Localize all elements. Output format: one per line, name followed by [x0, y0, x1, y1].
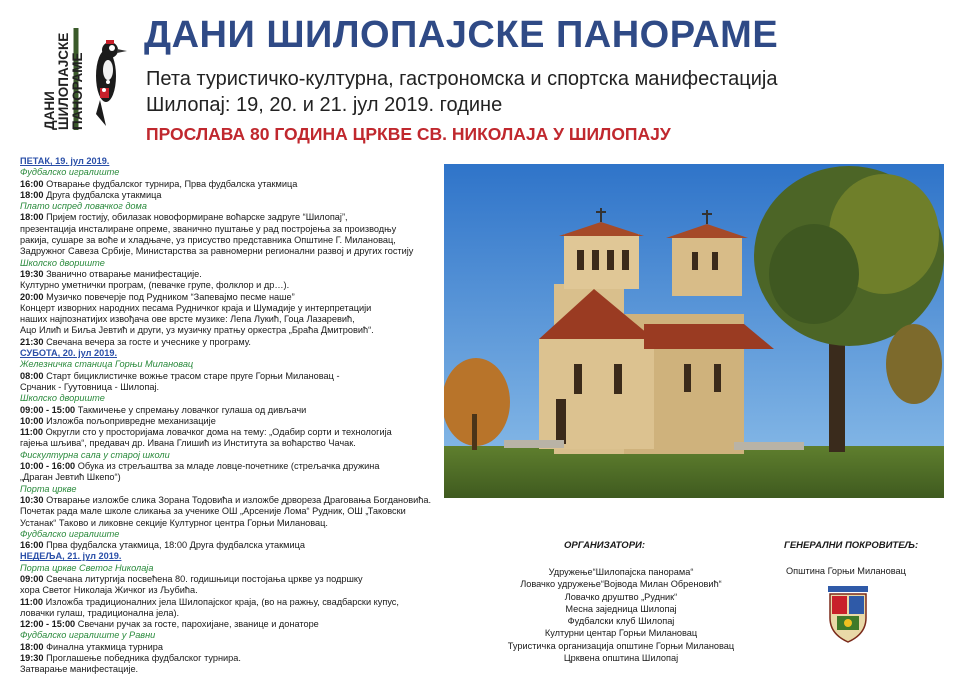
schedule-time: 11:00	[20, 596, 43, 607]
organizer-item: Црквена општина Шилопај	[563, 653, 679, 664]
organizer-item: Удружење“Шилопајска панорама“	[548, 567, 694, 577]
location-heading: Фудбалско игралиште у Равни	[20, 630, 156, 641]
schedule-time: 12:00 - 15:00	[20, 619, 76, 630]
schedule-item	[20, 664, 445, 675]
organizer-item: Културни центар Горњи Милановац	[544, 628, 698, 639]
schedule-text: Обука из стрељаштва за младе ловце-почетнике (стрељачка дружина	[77, 461, 380, 472]
schedule-item	[20, 495, 445, 506]
schedule-text: Друга фудбалска утакмица	[46, 189, 162, 200]
schedule-item	[20, 506, 445, 517]
svg-text:ДАНИ	[42, 91, 57, 130]
schedule-time: 19:30	[20, 653, 44, 664]
schedule-item	[20, 585, 445, 596]
schedule-text: Изложба традиционалних јела Шилопајског краја, (во на ражњу, свадбарски купус,	[45, 596, 399, 607]
schedule-item	[20, 269, 445, 280]
location-heading: Порта цркве Светог Николаја	[20, 562, 154, 573]
schedule-item	[20, 540, 445, 551]
schedule-time: 16:00	[20, 178, 44, 189]
organizer-item: Туристичка организација општине Горњи Милановац	[507, 640, 735, 651]
organizer-item: Месна заједница Шилопај	[565, 603, 677, 614]
schedule-text: презентација инсталиране опреме, званично пуштање у рад постројења за производњу	[20, 223, 397, 234]
location-heading: Железничка станица Горњи Милановац	[20, 359, 194, 370]
schedule-time: 08:00	[20, 370, 44, 381]
schedule-time: 10:00	[20, 415, 44, 426]
schedule-item	[20, 405, 445, 416]
schedule-item	[20, 325, 445, 336]
schedule-text: Отварање изложбе слика Зорана Тодовића и изложбе дрвореза Драговањa Богдановића.	[46, 494, 432, 505]
sponsor-title: ГЕНЕРАЛНИ ПОКРОВИТЕЉ:	[784, 540, 919, 551]
schedule-text: Округли сто у просторијама ловачког дома на тему: „Одабир сорти и технологија	[45, 427, 392, 438]
svg-text:ПАНОРАМЕ: ПАНОРАМЕ	[70, 52, 85, 130]
day-heading: СУБОТА, 20. јул 2019.	[20, 348, 117, 359]
location-heading: Фискултурна сала у старој школи	[20, 449, 170, 460]
svg-text:ШИЛОПАЈСКЕ: ШИЛОПАЈСКЕ	[56, 32, 71, 130]
schedule-text: ловачки гулаш, традиционална јела).	[20, 607, 180, 618]
schedule-time: 16:00	[20, 540, 44, 551]
location-heading: Порта цркве	[20, 483, 77, 494]
schedule-item	[20, 303, 445, 314]
schedule-time: 21:30	[20, 336, 44, 347]
day-heading: НЕДЕЉА, 21. јул 2019.	[20, 551, 122, 562]
schedule-item	[20, 190, 445, 201]
schedule-text: Затварање манифестације.	[20, 664, 139, 675]
organizer-item: Ловачко друштво „Рудник“	[564, 591, 678, 602]
schedule-text: наших најпознатијих извођача ове врсте музике: Лепа Лукић, Гоца Лазаревић,	[20, 314, 355, 325]
schedule-text: Свечана вечера за госте и учеснике у програму.	[46, 336, 251, 347]
schedule-item	[20, 619, 445, 630]
sponsor-name: Општина Горњи Милановац	[786, 566, 906, 576]
subtitle: Пета туристичко-културна, гастрономска и спортска манифестација	[146, 68, 778, 90]
event-dates: Шилопај: 19, 20. и 21. јул 2019. године	[146, 94, 503, 116]
schedule	[20, 156, 445, 676]
schedule-text: Музичко повечерје под Рудником “Запевајмо песме наше”	[46, 291, 295, 302]
schedule-text: Финална утакмица турнира	[46, 641, 163, 652]
schedule-text: Свечани ручак за госте, парохијане, званице и донаторе	[77, 619, 319, 630]
schedule-item	[20, 337, 445, 348]
schedule-time: 09:00 - 15:00	[20, 404, 76, 415]
schedule-text: ракија, сушаре за воће и хладњаче, уз присуство представника Општине Г. Милановац,	[20, 235, 396, 246]
organizer-item: Фудбалски клуб Шилопај	[567, 616, 675, 627]
location-heading: Школско двориште	[20, 393, 105, 404]
celebration-heading: ПРОСЛАВА 80 ГОДИНА ЦРКВЕ СВ. НИКОЛАЈА У ШИЛОПАЈУ	[146, 124, 671, 144]
schedule-item	[20, 574, 445, 585]
page-title: ДАНИ ШИЛОПАЈСКЕ ПАНОРАМЕ	[144, 14, 779, 56]
church-image-icon	[444, 164, 944, 498]
schedule-item	[20, 246, 445, 257]
logo-text-line-1: ДАНИ	[42, 91, 57, 130]
schedule-item	[20, 461, 445, 472]
schedule-text: Пријем гостију, обилазак новоформиране воћарске задруге “Шилопај”,	[46, 212, 348, 223]
schedule-item	[20, 518, 445, 529]
schedule-item	[20, 382, 445, 393]
schedule-text: гајења шљива“, предавач др. Ивана Глишић из Института за воћарство Чачак.	[20, 438, 356, 449]
schedule-time: 18:00	[20, 212, 44, 223]
schedule-item	[20, 235, 445, 246]
schedule-item	[20, 642, 445, 653]
schedule-time: 10:30	[20, 494, 44, 505]
organizers-list	[480, 566, 762, 664]
schedule-time: 19:30	[20, 268, 44, 279]
schedule-time: 11:00	[20, 427, 43, 438]
festival-logo	[28, 18, 128, 136]
schedule-item	[20, 212, 445, 223]
schedule-item	[20, 427, 445, 438]
schedule-time: 20:00	[20, 291, 44, 302]
location-heading: Плато испред ловачког дома	[20, 201, 147, 212]
schedule-time: 18:00	[20, 641, 44, 652]
schedule-text: Устанак“ Таково и ликовне секције Културног центра Горњи Милановац.	[20, 517, 328, 528]
schedule-text: Прва фудбалска утакмица, 18:00 Друга фудбалска утакмица	[46, 540, 306, 551]
organizer-item: Ловачко удружење“Војвода Милан Обреновић“	[520, 579, 722, 590]
schedule-item	[20, 224, 445, 235]
schedule-text: Изложба пољопривредне механизације	[46, 415, 216, 426]
location-heading: Фудбалско игралиште	[20, 167, 120, 178]
logo-text	[40, 26, 126, 136]
schedule-item	[20, 597, 445, 608]
schedule-item	[20, 472, 445, 483]
schedule-item	[20, 314, 445, 325]
schedule-text: Срчаник - Гуутовница - Шилопај.	[20, 381, 160, 392]
schedule-item	[20, 416, 445, 427]
schedule-time: 09:00	[20, 573, 44, 584]
schedule-time: 18:00	[20, 189, 44, 200]
schedule-text: Отварање фудбалског турнира, Прва фудбалска утакмица	[46, 178, 298, 189]
schedule-text: Почетак рада мале школе сликања за ученике ОШ „Арсеније Лома“ Рудник, ОШ „Таковски	[20, 506, 406, 517]
location-heading: Фудбалско игралиште	[20, 528, 120, 539]
schedule-item	[20, 608, 445, 619]
schedule-text: Свечана литургија посвећена 80. годишњици постојања цркве уз подршку	[46, 573, 363, 584]
schedule-item	[20, 653, 445, 664]
schedule-item	[20, 438, 445, 449]
coat-of-arms-icon	[822, 584, 874, 646]
schedule-text: Ацо Илић и Биља Јевтић и други, уз музичку пратњу оркестра „Браћа Дмитровић“.	[20, 325, 374, 336]
schedule-item	[20, 371, 445, 382]
schedule-text: Старт бициклистичке вожње трасом старе пруге Горњи Милановац -	[46, 370, 340, 381]
church-photo	[444, 164, 944, 498]
schedule-text: Културно уметнички програм, (певачке групе, фолклор и др…).	[20, 280, 290, 291]
schedule-text: Задружног Савеза Србије, Министарства за равномерни регионални развој и других гостију	[20, 246, 414, 257]
schedule-text: хора Светог Николаја Жичког из Љубића.	[20, 585, 198, 596]
schedule-text: Проглашење победника фудбалског турнира.	[46, 653, 241, 664]
schedule-text: „Драган Јевтић Шкепо“)	[20, 472, 121, 483]
schedule-text: Званично отварање манифестације.	[46, 268, 202, 279]
location-heading: Школско двориште	[20, 257, 105, 268]
schedule-text: Такмичење у спремању ловачког гулаша од дивљачи	[77, 404, 307, 415]
schedule-item	[20, 292, 445, 303]
schedule-item	[20, 280, 445, 291]
day-heading: ПЕТАК, 19. јул 2019.	[20, 156, 110, 166]
organizers-title: ОРГАНИЗАТОРИ:	[564, 540, 646, 551]
schedule-text: Концерт изворних народних песама Рудничког краја и Шумадије у интерпретацији	[20, 302, 372, 313]
schedule-item	[20, 179, 445, 190]
schedule-time: 10:00 - 16:00	[20, 461, 76, 472]
